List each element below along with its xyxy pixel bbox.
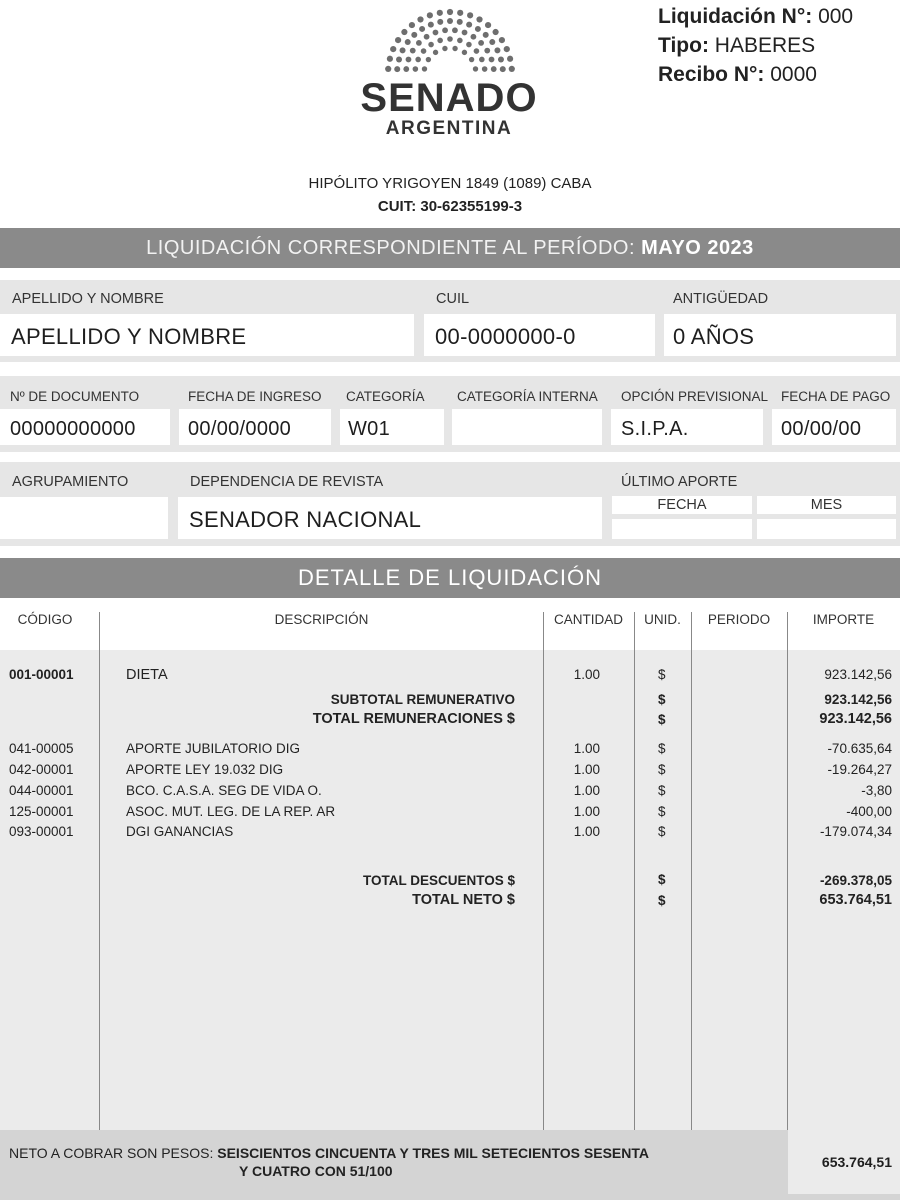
col-periodo: PERIODO	[707, 612, 771, 627]
column-divider	[787, 612, 788, 1130]
row-importe: -400,00	[846, 804, 892, 819]
main-row-importe: 923.142,56	[824, 667, 892, 682]
column-divider	[691, 612, 692, 1130]
recibo-number	[658, 63, 817, 87]
total-descuentos-label: TOTAL DESCUENTOS $	[362, 873, 515, 888]
column-divider	[634, 612, 635, 1130]
total-descuentos-importe: -269.378,05	[819, 873, 892, 888]
documento-value: 00000000000	[10, 418, 136, 440]
cuil-label: CUIL	[436, 291, 470, 307]
main-row-cantidad: 1.00	[573, 667, 600, 682]
subtotal-label: SUBTOTAL REMUNERATIVO	[330, 692, 515, 707]
period-label: LIQUIDACIÓN CORRESPONDIENTE AL PERÍODO:	[146, 237, 636, 259]
tipo-value: HABERES	[714, 34, 816, 57]
tipo-label: Tipo:	[658, 34, 709, 57]
recibo-label: Recibo N°:	[658, 63, 765, 86]
pago-label: FECHA DE PAGO	[781, 389, 891, 404]
col-importe: IMPORTE	[812, 612, 875, 627]
row-importe: -19.264,27	[827, 762, 892, 777]
categoria-label: CATEGORÍA	[346, 389, 425, 404]
row-codigo: 125-00001	[9, 804, 74, 819]
opcion-label: OPCIÓN PREVISIONAL	[621, 389, 769, 404]
col-descripcion: DESCRIPCIÓN	[274, 612, 369, 627]
dependencia-value: SENADOR NACIONAL	[189, 507, 422, 532]
mes-label: MES	[810, 497, 843, 513]
logo-subtitle: ARGENTINA	[385, 118, 513, 139]
row-descripcion: APORTE JUBILATORIO DIG	[126, 741, 301, 756]
subtotal-unid: $	[658, 692, 666, 707]
senado-logo-icon	[380, 6, 520, 78]
neto-words-line2: Y CUATRO CON 51/100	[239, 1163, 393, 1179]
liquidacion-number	[658, 5, 853, 29]
ultimo-aporte-label: ÚLTIMO APORTE	[621, 474, 738, 490]
row-importe: -3,80	[861, 783, 892, 798]
categoria-value: W01	[348, 418, 391, 440]
main-row-descripcion: DIETA	[126, 667, 168, 683]
antiguedad-value: 0 AÑOS	[673, 324, 755, 349]
apellido-label: APELLIDO Y NOMBRE	[12, 291, 164, 307]
row-cantidad: 1.00	[573, 804, 600, 819]
row-codigo: 093-00001	[9, 824, 74, 839]
row-unid: $	[658, 824, 666, 839]
neto-words-line1: SEISCIENTOS CINCUENTA Y TRES MIL SETECIENTOS SESENTA	[217, 1145, 649, 1161]
total-descuentos-unid: $	[658, 872, 666, 887]
period-value: MAYO 2023	[641, 237, 754, 259]
documento-label: Nº DE DOCUMENTO	[10, 389, 140, 404]
neto-total: 653.764,51	[788, 1130, 900, 1194]
liquidacion-value: 000	[818, 5, 854, 28]
neto-words	[9, 1144, 779, 1180]
row-codigo: 042-00001	[9, 762, 74, 777]
column-divider	[99, 612, 100, 1130]
col-unid: UNID.	[644, 612, 681, 627]
ingreso-value: 00/00/0000	[188, 418, 292, 440]
mes-value-box	[757, 519, 896, 539]
row-unid: $	[658, 741, 666, 756]
row-unid: $	[658, 804, 666, 819]
column-divider	[543, 612, 544, 1130]
cat-interna-label: CATEGORÍA INTERNA	[457, 389, 598, 404]
row-codigo: 044-00001	[9, 783, 74, 798]
col-cantidad: CANTIDAD	[553, 612, 623, 627]
dependencia-label: DEPENDENCIA DE REVISTA	[190, 474, 384, 490]
row-cantidad: 1.00	[573, 783, 600, 798]
row-unid: $	[658, 762, 666, 777]
logo-title: SENADO	[360, 76, 538, 120]
row-descripcion: ASOC. MUT. LEG. DE LA REP. AR	[126, 804, 336, 819]
opcion-value: S.I.P.A.	[621, 418, 689, 440]
apellido-value: APELLIDO Y NOMBRE	[11, 324, 247, 349]
agrupamiento-box	[0, 497, 168, 539]
cat-interna-box	[452, 409, 602, 445]
antiguedad-label: ANTIGÜEDAD	[673, 291, 769, 307]
period-bar	[0, 228, 900, 268]
row-unid: $	[658, 783, 666, 798]
total-rem-unid: $	[658, 712, 666, 727]
total-neto-unid: $	[658, 893, 666, 908]
row-descripcion: DGI GANANCIAS	[126, 824, 234, 839]
row-cantidad: 1.00	[573, 824, 600, 839]
col-codigo: CÓDIGO	[17, 612, 73, 627]
total-neto-importe: 653.764,51	[819, 892, 892, 908]
row-cantidad: 1.00	[573, 762, 600, 777]
main-row-codigo: 001-00001	[9, 667, 74, 682]
fecha-label: FECHA	[657, 497, 707, 513]
neto-label: NETO A COBRAR SON PESOS:	[9, 1145, 214, 1161]
total-rem-label: TOTAL REMUNERACIONES $	[312, 711, 515, 727]
agrupamiento-label: AGRUPAMIENTO	[12, 474, 129, 490]
subtotal-importe: 923.142,56	[824, 692, 892, 707]
row-codigo: 041-00005	[9, 741, 74, 756]
fecha-value-box	[612, 519, 752, 539]
ingreso-label: FECHA DE INGRESO	[188, 389, 322, 404]
pago-value: 00/00/00	[781, 418, 862, 440]
recibo-value: 0000	[770, 63, 817, 86]
row-cantidad: 1.00	[573, 741, 600, 756]
tipo	[658, 34, 815, 58]
main-row-unid: $	[658, 667, 666, 682]
row-importe: -70.635,64	[827, 741, 892, 756]
total-neto-label: TOTAL NETO $	[412, 892, 515, 908]
row-importe: -179.074,34	[819, 824, 892, 839]
cuit: CUIT: 30-62355199-3	[377, 198, 523, 215]
total-rem-importe: 923.142,56	[819, 711, 892, 727]
row-descripcion: APORTE LEY 19.032 DIG	[126, 762, 284, 777]
liquidacion-label: Liquidación N°:	[658, 5, 813, 28]
address: HIPÓLITO YRIGOYEN 1849 (1089) CABA	[308, 175, 592, 192]
row-descripcion: BCO. C.A.S.A. SEG DE VIDA O.	[126, 783, 322, 798]
cuil-value: 00-0000000-0	[435, 324, 576, 349]
detail-title: DETALLE DE LIQUIDACIÓN	[0, 558, 900, 598]
